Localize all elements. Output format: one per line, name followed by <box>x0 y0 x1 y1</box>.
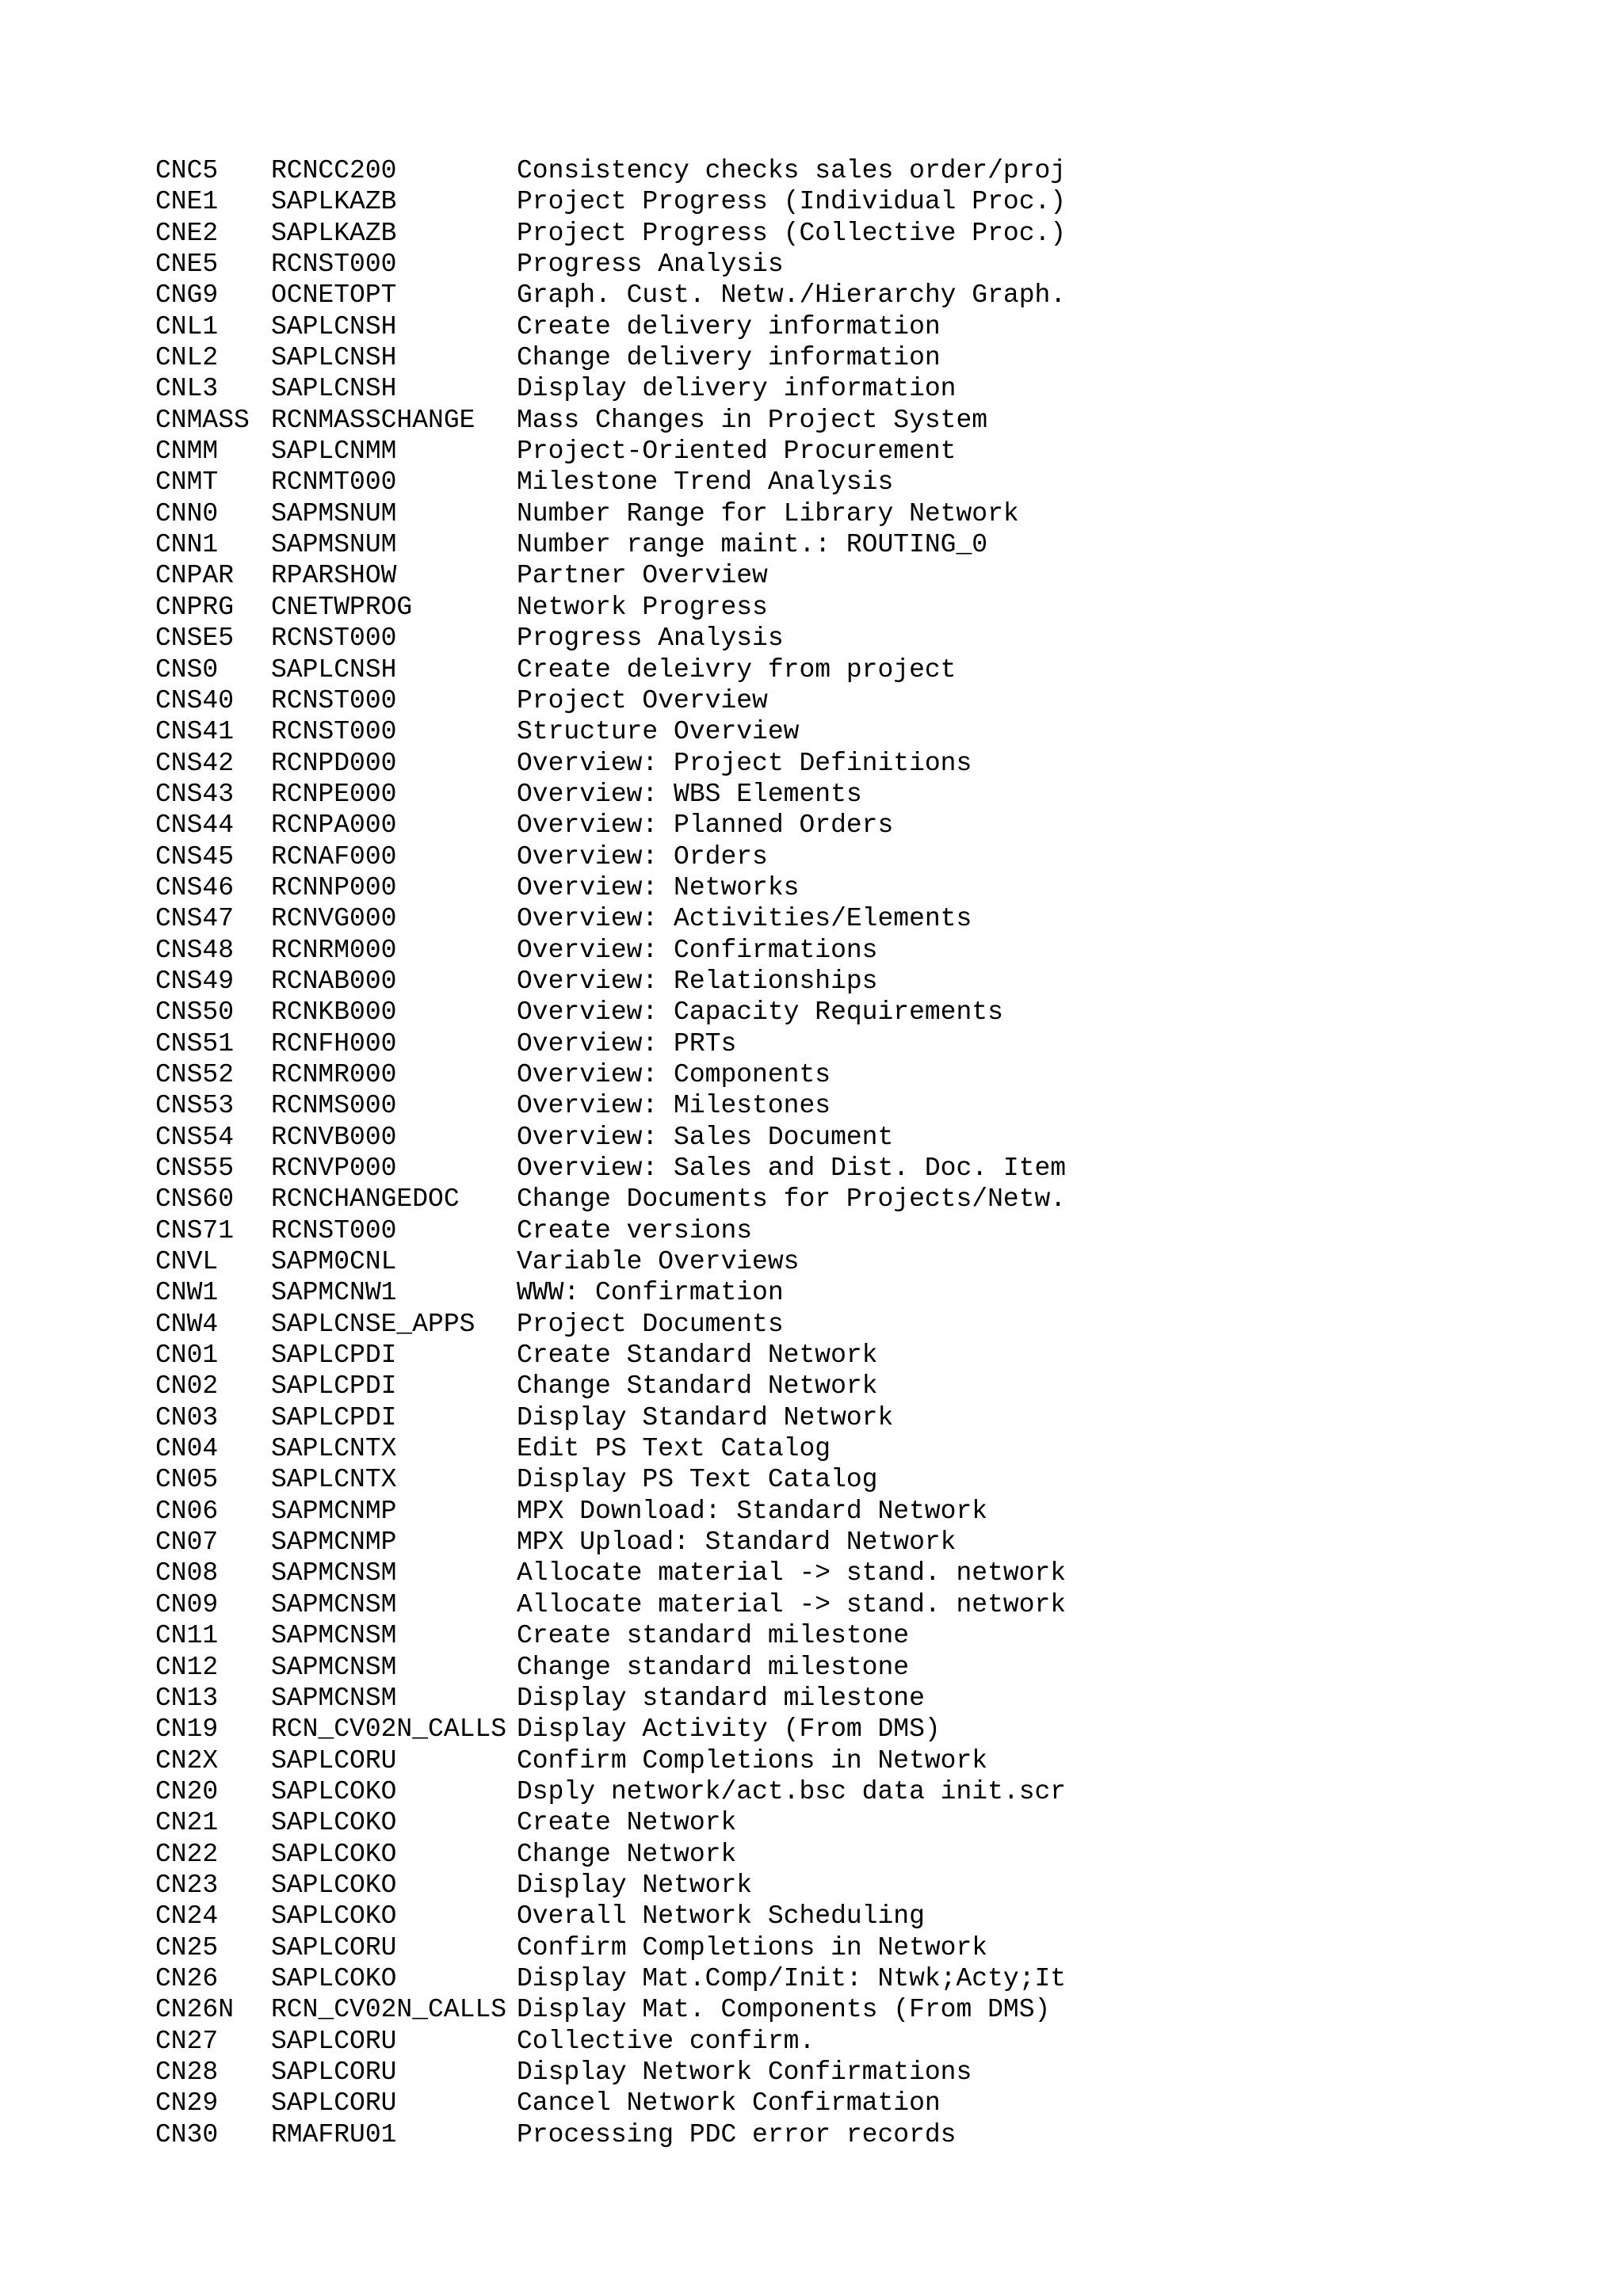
transaction-code: CNL3 <box>155 374 219 404</box>
table-row <box>155 529 1582 560</box>
program-name: SAPMSNUM <box>271 530 397 560</box>
program-name: SAPMSNUM <box>271 498 397 528</box>
table-row <box>155 966 1582 997</box>
transaction-description: MPX Download: Standard Network <box>517 1496 988 1526</box>
program-name: SAPMCNW1 <box>271 1278 397 1308</box>
transaction-description: Display Mat.Comp/Init: Ntwk;Acty;It <box>517 1963 1067 1993</box>
transaction-code: CN23 <box>155 1870 219 1900</box>
transaction-description: Milestone Trend Analysis <box>517 467 894 498</box>
table-row <box>155 1028 1582 1059</box>
transaction-code: CN08 <box>155 1558 219 1589</box>
transaction-description: Overview: Sales Document <box>517 1122 894 1152</box>
program-name: SAPLCOKO <box>271 1870 397 1900</box>
program-name: SAPLCORU <box>271 2057 397 2087</box>
table-row <box>155 1527 1582 1558</box>
transaction-description: Display Network <box>517 1870 753 1900</box>
program-name: RCNMASSCHANGE <box>271 405 475 435</box>
program-name: SAPLCOKO <box>271 1808 397 1838</box>
program-name: SAPLCPDI <box>271 1371 397 1402</box>
table-row <box>155 1620 1582 1651</box>
transaction-description: Confirm Completions in Network <box>517 1745 988 1775</box>
transaction-code: CNS50 <box>155 997 235 1028</box>
transaction-description: Allocate material -> stand. network <box>517 1589 1067 1619</box>
transaction-description: Change Standard Network <box>517 1371 878 1402</box>
table-row <box>155 405 1582 436</box>
transaction-code: CNS53 <box>155 1091 235 1121</box>
table-row <box>155 716 1582 747</box>
transaction-code: CNMASS <box>155 405 250 435</box>
transaction-description: MPX Upload: Standard Network <box>517 1527 957 1558</box>
table-row <box>155 935 1582 966</box>
transaction-code: CN06 <box>155 1496 219 1526</box>
transaction-code: CNS49 <box>155 966 235 996</box>
program-name: RCNVG000 <box>271 904 397 934</box>
table-row <box>155 654 1582 685</box>
program-name: RCNCC200 <box>271 156 397 185</box>
program-name: RCNST000 <box>271 717 397 747</box>
transaction-description: Edit PS Text Catalog <box>517 1434 831 1464</box>
transaction-description: Display Standard Network <box>517 1402 894 1432</box>
program-name: SAPLCNSE_APPS <box>271 1309 475 1339</box>
transaction-code: CN20 <box>155 1776 219 1806</box>
program-name: SAPMCNSM <box>271 1683 397 1713</box>
transaction-description: WWW: Confirmation <box>517 1278 784 1308</box>
transaction-code: CNS52 <box>155 1059 235 1089</box>
transaction-description: Confirm Completions in Network <box>517 1932 988 1962</box>
transaction-description: Change Network <box>517 1839 737 1869</box>
table-row <box>155 1371 1582 1402</box>
transaction-description: Project Progress (Individual Proc.) <box>517 187 1067 217</box>
program-name: SAPLKAZB <box>271 218 397 248</box>
transaction-description: Overview: Project Definitions <box>517 748 972 778</box>
transaction-code: CN19 <box>155 1714 219 1745</box>
program-name: RCNPD000 <box>271 748 397 778</box>
table-row <box>155 1496 1582 1527</box>
table-row <box>155 1184 1582 1215</box>
table-row <box>155 1839 1582 1870</box>
table-row <box>155 1994 1582 2025</box>
table-row <box>155 1309 1582 1340</box>
program-name: SAPLCOKO <box>271 1776 397 1806</box>
transaction-code: CNN0 <box>155 498 219 528</box>
program-name: RCNPA000 <box>271 810 397 841</box>
program-name: RCNAB000 <box>271 966 397 996</box>
transaction-description: Overview: Orders <box>517 841 768 871</box>
table-row <box>155 997 1582 1028</box>
table-row <box>155 280 1582 311</box>
transaction-code: CNS42 <box>155 748 235 778</box>
program-name: SAPLCOKO <box>271 1963 397 1993</box>
table-row <box>155 1122 1582 1153</box>
transaction-description: Graph. Cust. Netw./Hierarchy Graph. <box>517 280 1067 311</box>
transaction-code: CNS41 <box>155 717 235 747</box>
program-name: SAPMCNSM <box>271 1652 397 1682</box>
program-name: RMAFRU01 <box>271 2119 397 2149</box>
table-row <box>155 1714 1582 1745</box>
table-row <box>155 1090 1582 1121</box>
transaction-code: CN30 <box>155 2119 219 2149</box>
table-row <box>155 779 1582 810</box>
transaction-description: Overview: Confirmations <box>517 935 878 965</box>
table-row <box>155 1901 1582 1932</box>
transaction-code: CNS0 <box>155 654 219 685</box>
program-name: RCNNP000 <box>271 872 397 902</box>
program-name: RCNAF000 <box>271 841 397 871</box>
program-name: SAPLCNSH <box>271 311 397 341</box>
transaction-description: Partner Overview <box>517 561 768 591</box>
transaction-code: CNS44 <box>155 810 235 841</box>
program-name: SAPLCOKO <box>271 1839 397 1869</box>
transaction-code: CN03 <box>155 1402 219 1432</box>
program-name: RCNMS000 <box>271 1091 397 1121</box>
transaction-code: CN13 <box>155 1683 219 1713</box>
program-name: SAPLCPDI <box>271 1341 397 1371</box>
table-row <box>155 1277 1582 1308</box>
transaction-description: Change delivery information <box>517 343 941 373</box>
transaction-description: Allocate material -> stand. network <box>517 1558 1067 1589</box>
transaction-code: CNS71 <box>155 1215 235 1245</box>
table-row <box>155 342 1582 373</box>
transaction-description: Number Range for Library Network <box>517 498 1019 528</box>
program-name: SAPLCNMM <box>271 437 397 467</box>
table-row <box>155 155 1582 186</box>
table-row <box>155 1246 1582 1277</box>
transaction-description: Change Documents for Projects/Netw. <box>517 1184 1067 1215</box>
table-row <box>155 467 1582 498</box>
table-row <box>155 841 1582 872</box>
table-row <box>155 810 1582 841</box>
transaction-code: CNG9 <box>155 280 219 311</box>
program-name: RCNST000 <box>271 250 397 280</box>
transaction-code: CNE2 <box>155 218 219 248</box>
table-row <box>155 218 1582 249</box>
program-name: SAPLCORU <box>271 2088 397 2119</box>
table-row <box>155 748 1582 779</box>
table-row <box>155 186 1582 217</box>
transaction-description: Display PS Text Catalog <box>517 1465 878 1495</box>
transaction-description: Project Progress (Collective Proc.) <box>517 218 1067 248</box>
transaction-description: Overview: WBS Elements <box>517 779 862 809</box>
transaction-code: CN07 <box>155 1527 219 1558</box>
transaction-code: CN09 <box>155 1589 219 1619</box>
transaction-description: Display Network Confirmations <box>517 2057 972 2087</box>
program-name: SAPLKAZB <box>271 187 397 217</box>
transaction-description: Display Activity (From DMS) <box>517 1714 941 1745</box>
transaction-description: Cancel Network Confirmation <box>517 2088 941 2119</box>
program-name: RCNCHANGEDOC <box>271 1184 460 1215</box>
transaction-description: Overview: Networks <box>517 872 800 902</box>
table-row <box>155 1963 1582 1994</box>
transaction-description: Display standard milestone <box>517 1683 925 1713</box>
table-row <box>155 1464 1582 1495</box>
table-row <box>155 311 1582 342</box>
program-name: SAPLCOKO <box>271 1901 397 1932</box>
table-row <box>155 1558 1582 1589</box>
table-row <box>155 1870 1582 1901</box>
transaction-code: CN25 <box>155 1932 219 1962</box>
transaction-code: CNL2 <box>155 343 219 373</box>
table-row <box>155 1776 1582 1807</box>
transaction-description: Create Network <box>517 1808 737 1838</box>
transaction-code: CN01 <box>155 1341 219 1371</box>
program-name: RCNST000 <box>271 685 397 715</box>
transaction-code-listing <box>155 155 1582 2150</box>
transaction-description: Project-Oriented Procurement <box>517 437 957 467</box>
transaction-description: Overall Network Scheduling <box>517 1901 925 1932</box>
program-name: RPARSHOW <box>271 561 397 591</box>
transaction-code: CNS54 <box>155 1122 235 1152</box>
transaction-code: CNS51 <box>155 1028 235 1058</box>
transaction-code: CNE1 <box>155 187 219 217</box>
transaction-code: CN26N <box>155 1995 235 2025</box>
program-name: SAPLCORU <box>271 1745 397 1775</box>
program-name: SAPLCNSH <box>271 343 397 373</box>
table-row <box>155 685 1582 716</box>
transaction-description: Progress Analysis <box>517 624 784 654</box>
table-row <box>155 1059 1582 1090</box>
table-row <box>155 2026 1582 2057</box>
table-row <box>155 1932 1582 1963</box>
table-row <box>155 1683 1582 1714</box>
table-row <box>155 1589 1582 1620</box>
transaction-code: CN2X <box>155 1745 219 1775</box>
transaction-code: CNVL <box>155 1247 219 1277</box>
table-row <box>155 373 1582 404</box>
transaction-description: Overview: Capacity Requirements <box>517 997 1003 1028</box>
transaction-code: CNPRG <box>155 592 235 622</box>
transaction-description: Progress Analysis <box>517 250 784 280</box>
table-row <box>155 436 1582 467</box>
program-name: RCN_CV02N_CALLS <box>271 1995 507 2025</box>
table-row <box>155 498 1582 529</box>
transaction-description: Consistency checks sales order/proj <box>517 156 1067 185</box>
transaction-code: CN04 <box>155 1434 219 1464</box>
table-row <box>155 1153 1582 1184</box>
program-name: RCNFH000 <box>271 1028 397 1058</box>
transaction-code: CN11 <box>155 1621 219 1651</box>
transaction-code: CNS48 <box>155 935 235 965</box>
program-name: RCNMT000 <box>271 467 397 498</box>
program-name: SAPLCPDI <box>271 1402 397 1432</box>
table-row <box>155 560 1582 591</box>
transaction-description: Create standard milestone <box>517 1621 910 1651</box>
transaction-code: CNS40 <box>155 685 235 715</box>
transaction-code: CNS47 <box>155 904 235 934</box>
transaction-code: CN24 <box>155 1901 219 1932</box>
transaction-description: Overview: Milestones <box>517 1091 831 1121</box>
transaction-description: Change standard milestone <box>517 1652 910 1682</box>
program-name: OCNETOPT <box>271 280 397 311</box>
program-name: SAPMCNSM <box>271 1558 397 1589</box>
transaction-description: Mass Changes in Project System <box>517 405 988 435</box>
table-row <box>155 872 1582 903</box>
program-name: SAPLCORU <box>271 2026 397 2056</box>
transaction-code: CN02 <box>155 1371 219 1402</box>
transaction-code: CNSE5 <box>155 624 235 654</box>
program-name: RCNVP000 <box>271 1154 397 1183</box>
table-row <box>155 2088 1582 2119</box>
program-name: CNETWPROG <box>271 592 413 622</box>
transaction-code: CNW4 <box>155 1309 219 1339</box>
table-row <box>155 903 1582 934</box>
transaction-code: CN22 <box>155 1839 219 1869</box>
transaction-code: CNS55 <box>155 1154 235 1183</box>
transaction-description: Overview: Planned Orders <box>517 810 894 841</box>
transaction-code: CNW1 <box>155 1278 219 1308</box>
program-name: RCN_CV02N_CALLS <box>271 1714 507 1745</box>
transaction-description: Dsply network/act.bsc data init.scr <box>517 1776 1067 1806</box>
transaction-description: Overview: Relationships <box>517 966 878 996</box>
table-row <box>155 623 1582 654</box>
transaction-description: Overview: Sales and Dist. Doc. Item <box>517 1154 1067 1183</box>
table-row <box>155 1433 1582 1464</box>
transaction-code: CN12 <box>155 1652 219 1682</box>
transaction-code: CN26 <box>155 1963 219 1993</box>
table-row <box>155 1745 1582 1776</box>
transaction-description: Overview: Activities/Elements <box>517 904 972 934</box>
program-name: RCNPE000 <box>271 779 397 809</box>
program-name: SAPMCNSM <box>271 1589 397 1619</box>
transaction-description: Create deleivry from project <box>517 654 957 685</box>
table-row <box>155 1402 1582 1433</box>
table-row <box>155 1807 1582 1838</box>
table-row <box>155 249 1582 280</box>
transaction-description: Create delivery information <box>517 311 941 341</box>
transaction-description: Overview: Components <box>517 1059 831 1089</box>
program-name: RCNKB000 <box>271 997 397 1028</box>
transaction-code: CNS46 <box>155 872 235 902</box>
transaction-description: Create versions <box>517 1215 753 1245</box>
transaction-description: Variable Overviews <box>517 1247 800 1277</box>
transaction-code: CNL1 <box>155 311 219 341</box>
transaction-code: CNMT <box>155 467 219 498</box>
transaction-code: CN28 <box>155 2057 219 2087</box>
table-row <box>155 2119 1582 2150</box>
table-row <box>155 592 1582 623</box>
transaction-description: Display Mat. Components (From DMS) <box>517 1995 1051 2025</box>
program-name: RCNMR000 <box>271 1059 397 1089</box>
transaction-code: CNE5 <box>155 250 219 280</box>
transaction-description: Number range maint.: ROUTING_0 <box>517 530 988 560</box>
transaction-description: Processing PDC error records <box>517 2119 957 2149</box>
table-row <box>155 1652 1582 1683</box>
transaction-code: CNS43 <box>155 779 235 809</box>
transaction-code: CNC5 <box>155 156 219 185</box>
transaction-code: CN21 <box>155 1808 219 1838</box>
program-name: RCNVB000 <box>271 1122 397 1152</box>
transaction-description: Collective confirm. <box>517 2026 815 2056</box>
transaction-description: Network Progress <box>517 592 768 622</box>
program-name: SAPMCNSM <box>271 1621 397 1651</box>
transaction-code: CNN1 <box>155 530 219 560</box>
transaction-description: Project Documents <box>517 1309 784 1339</box>
transaction-code: CN27 <box>155 2026 219 2056</box>
program-name: RCNRM000 <box>271 935 397 965</box>
transaction-code: CN29 <box>155 2088 219 2119</box>
transaction-code: CNS60 <box>155 1184 235 1215</box>
program-name: SAPMCNMP <box>271 1496 397 1526</box>
transaction-description: Create Standard Network <box>517 1341 878 1371</box>
program-name: SAPMCNMP <box>271 1527 397 1558</box>
transaction-description: Overview: PRTs <box>517 1028 737 1058</box>
transaction-code: CNPAR <box>155 561 235 591</box>
program-name: SAPM0CNL <box>271 1247 397 1277</box>
program-name: RCNST000 <box>271 1215 397 1245</box>
program-name: SAPLCNSH <box>271 654 397 685</box>
program-name: SAPLCNTX <box>271 1434 397 1464</box>
transaction-description: Display delivery information <box>517 374 957 404</box>
transaction-description: Project Overview <box>517 685 768 715</box>
transaction-code: CNMM <box>155 437 219 467</box>
program-name: RCNST000 <box>271 624 397 654</box>
table-row <box>155 1215 1582 1246</box>
program-name: SAPLCORU <box>271 1932 397 1962</box>
program-name: SAPLCNSH <box>271 374 397 404</box>
table-row <box>155 2057 1582 2088</box>
transaction-code: CNS45 <box>155 841 235 871</box>
table-row <box>155 1340 1582 1371</box>
transaction-description: Structure Overview <box>517 717 800 747</box>
program-name: SAPLCNTX <box>271 1465 397 1495</box>
transaction-code: CN05 <box>155 1465 219 1495</box>
